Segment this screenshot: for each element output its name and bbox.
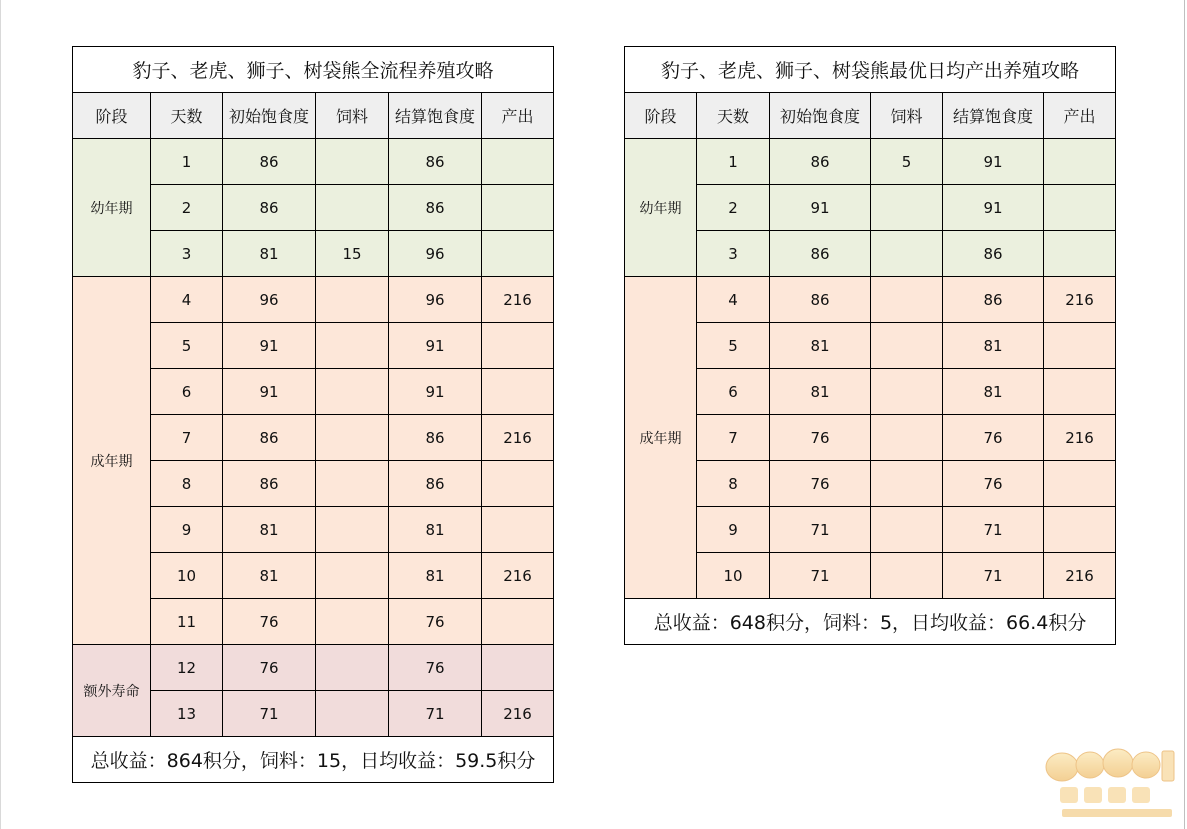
cell-feed xyxy=(871,231,943,277)
table-row xyxy=(625,461,1116,507)
cell-initial: 86 xyxy=(223,415,316,461)
cell-output: 216 xyxy=(482,415,554,461)
cell-output xyxy=(1044,461,1116,507)
cell-initial: 86 xyxy=(223,461,316,507)
cell-initial: 91 xyxy=(770,185,871,231)
cell-initial: 86 xyxy=(770,277,871,323)
cell-day: 5 xyxy=(151,323,223,369)
cell-final: 76 xyxy=(389,599,482,645)
header-initial-satiety: 初始饱食度 xyxy=(770,93,871,139)
header-row xyxy=(73,93,554,139)
cell-final: 71 xyxy=(943,507,1044,553)
cell-final: 86 xyxy=(943,231,1044,277)
cell-final: 81 xyxy=(389,507,482,553)
cell-final: 71 xyxy=(389,691,482,737)
cell-feed xyxy=(316,461,389,507)
cell-initial: 86 xyxy=(770,231,871,277)
cell-day: 4 xyxy=(697,277,770,323)
stage-extra-life: 额外寿命 xyxy=(73,645,151,737)
cell-initial: 81 xyxy=(223,231,316,277)
cell-output xyxy=(482,645,554,691)
table-row xyxy=(625,507,1116,553)
cell-feed xyxy=(316,553,389,599)
cell-output xyxy=(1044,507,1116,553)
cell-day: 8 xyxy=(151,461,223,507)
table-row xyxy=(625,139,1116,185)
table-title: 豹子、老虎、狮子、树袋熊全流程养殖攻略 xyxy=(73,47,554,93)
cell-output: 216 xyxy=(1044,553,1116,599)
cell-output xyxy=(1044,323,1116,369)
cell-initial: 76 xyxy=(770,461,871,507)
header-feed: 饲料 xyxy=(871,93,943,139)
cell-output xyxy=(1044,185,1116,231)
stage-adult: 成年期 xyxy=(73,277,151,645)
cell-initial: 71 xyxy=(770,553,871,599)
cell-output: 216 xyxy=(1044,415,1116,461)
cell-feed xyxy=(316,507,389,553)
cell-day: 1 xyxy=(697,139,770,185)
cell-day: 9 xyxy=(151,507,223,553)
cell-feed xyxy=(316,369,389,415)
cell-output xyxy=(482,507,554,553)
cell-output xyxy=(482,323,554,369)
cell-day: 2 xyxy=(151,185,223,231)
cell-day: 13 xyxy=(151,691,223,737)
table-row xyxy=(625,369,1116,415)
cell-feed xyxy=(316,185,389,231)
cell-feed xyxy=(871,185,943,231)
header-feed: 饲料 xyxy=(316,93,389,139)
cell-feed xyxy=(871,277,943,323)
cell-final: 91 xyxy=(389,369,482,415)
cell-output xyxy=(1044,231,1116,277)
cell-final: 91 xyxy=(943,139,1044,185)
stage-juvenile: 幼年期 xyxy=(625,139,697,277)
header-stage: 阶段 xyxy=(625,93,697,139)
cell-output xyxy=(1044,139,1116,185)
cell-day: 11 xyxy=(151,599,223,645)
cell-final: 81 xyxy=(389,553,482,599)
cell-day: 2 xyxy=(697,185,770,231)
table-row xyxy=(625,277,1116,323)
cell-output: 216 xyxy=(482,691,554,737)
table-row xyxy=(73,277,554,323)
cell-initial: 71 xyxy=(223,691,316,737)
cell-feed xyxy=(316,691,389,737)
cell-feed xyxy=(316,415,389,461)
cell-output: 216 xyxy=(1044,277,1116,323)
cell-final: 81 xyxy=(943,369,1044,415)
cell-initial: 71 xyxy=(770,507,871,553)
header-row xyxy=(625,93,1116,139)
cell-final: 86 xyxy=(943,277,1044,323)
cell-day: 6 xyxy=(151,369,223,415)
stage-adult: 成年期 xyxy=(625,277,697,599)
cell-day: 5 xyxy=(697,323,770,369)
summary-row: 总收益：864积分，饲料：15，日均收益：59.5积分 xyxy=(73,737,554,783)
header-final-satiety: 结算饱食度 xyxy=(943,93,1044,139)
cell-final: 76 xyxy=(943,415,1044,461)
cell-day: 7 xyxy=(697,415,770,461)
cell-feed xyxy=(871,415,943,461)
cell-initial: 76 xyxy=(223,599,316,645)
header-day: 天数 xyxy=(697,93,770,139)
cell-feed xyxy=(871,369,943,415)
cell-day: 6 xyxy=(697,369,770,415)
cell-final: 76 xyxy=(389,645,482,691)
cell-final: 91 xyxy=(389,323,482,369)
table-row xyxy=(73,645,554,691)
cell-day: 1 xyxy=(151,139,223,185)
cell-initial: 86 xyxy=(223,185,316,231)
cell-feed xyxy=(316,139,389,185)
cell-initial: 81 xyxy=(223,553,316,599)
cell-initial: 96 xyxy=(223,277,316,323)
cell-initial: 81 xyxy=(223,507,316,553)
cell-initial: 86 xyxy=(770,139,871,185)
cell-day: 3 xyxy=(151,231,223,277)
cell-output xyxy=(482,231,554,277)
table-row xyxy=(625,323,1116,369)
page-edge-right xyxy=(1184,0,1185,829)
cell-final: 91 xyxy=(943,185,1044,231)
cell-feed xyxy=(871,507,943,553)
header-day: 天数 xyxy=(151,93,223,139)
cell-initial: 86 xyxy=(223,139,316,185)
cell-initial: 81 xyxy=(770,369,871,415)
cell-final: 76 xyxy=(943,461,1044,507)
cell-feed xyxy=(316,599,389,645)
cell-day: 9 xyxy=(697,507,770,553)
table-title: 豹子、老虎、狮子、树袋熊最优日均产出养殖攻略 xyxy=(625,47,1116,93)
cell-day: 7 xyxy=(151,415,223,461)
cell-feed xyxy=(316,277,389,323)
cell-feed xyxy=(871,461,943,507)
header-output: 产出 xyxy=(1044,93,1116,139)
table-row xyxy=(73,139,554,185)
cell-final: 96 xyxy=(389,231,482,277)
full-process-guide-table xyxy=(72,46,554,783)
header-final-satiety: 结算饱食度 xyxy=(389,93,482,139)
cell-initial: 91 xyxy=(223,369,316,415)
cell-output: 216 xyxy=(482,553,554,599)
game-logo-icon xyxy=(1040,743,1180,823)
cell-output xyxy=(482,461,554,507)
cell-output xyxy=(482,185,554,231)
page-edge-left xyxy=(0,0,1,829)
header-initial-satiety: 初始饱食度 xyxy=(223,93,316,139)
cell-final: 86 xyxy=(389,461,482,507)
cell-day: 10 xyxy=(697,553,770,599)
cell-output xyxy=(1044,369,1116,415)
cell-final: 86 xyxy=(389,185,482,231)
cell-day: 10 xyxy=(151,553,223,599)
cell-output: 216 xyxy=(482,277,554,323)
table-row xyxy=(625,553,1116,599)
cell-day: 4 xyxy=(151,277,223,323)
optimal-daily-guide-table xyxy=(624,46,1116,645)
cell-day: 8 xyxy=(697,461,770,507)
stage-juvenile: 幼年期 xyxy=(73,139,151,277)
cell-feed xyxy=(871,553,943,599)
cell-final: 86 xyxy=(389,415,482,461)
cell-feed xyxy=(316,323,389,369)
table-row xyxy=(625,185,1116,231)
cell-day: 3 xyxy=(697,231,770,277)
table-row xyxy=(625,231,1116,277)
header-output: 产出 xyxy=(482,93,554,139)
cell-initial: 76 xyxy=(223,645,316,691)
table-row xyxy=(625,415,1116,461)
cell-output xyxy=(482,139,554,185)
header-stage: 阶段 xyxy=(73,93,151,139)
cell-day: 12 xyxy=(151,645,223,691)
cell-final: 71 xyxy=(943,553,1044,599)
cell-feed: 5 xyxy=(871,139,943,185)
cell-output xyxy=(482,599,554,645)
cell-feed: 15 xyxy=(316,231,389,277)
cell-final: 86 xyxy=(389,139,482,185)
cell-feed xyxy=(316,645,389,691)
cell-output xyxy=(482,369,554,415)
cell-final: 96 xyxy=(389,277,482,323)
cell-initial: 81 xyxy=(770,323,871,369)
cell-initial: 91 xyxy=(223,323,316,369)
cell-initial: 76 xyxy=(770,415,871,461)
cell-final: 81 xyxy=(943,323,1044,369)
cell-feed xyxy=(871,323,943,369)
summary-row: 总收益：648积分，饲料：5，日均收益：66.4积分 xyxy=(625,599,1116,645)
